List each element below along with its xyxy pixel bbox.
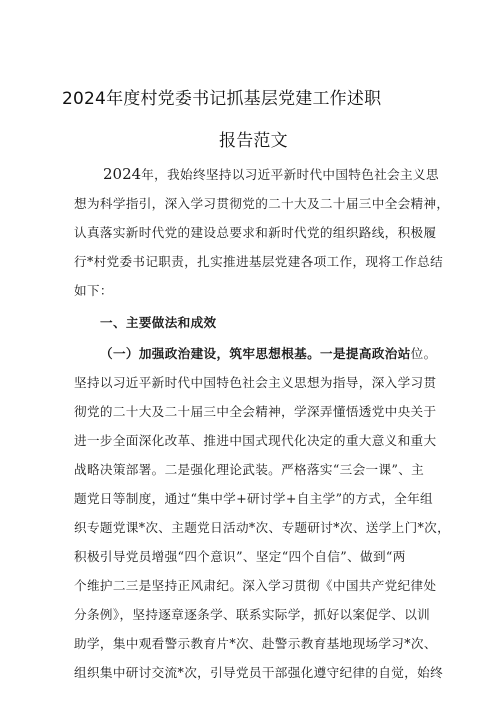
body-line: 积极引导党员增强“四个意识”、坚定“四个自信”、做到“两 bbox=[74, 549, 406, 564]
body-line: 彻党的二十大及二十届三中全会精神，学深弄懂悟透党中央关于 bbox=[74, 404, 437, 419]
section-heading-1: 一、主要做法和成效 bbox=[100, 315, 217, 330]
subsection-heading-1 bbox=[100, 343, 437, 362]
body-line: 坚持以习近平新时代中国特色社会主义思想为指导，深入学习贯 bbox=[74, 375, 437, 390]
body-line: 助学，集中观看警示教育片*次、赴警示教育基地现场学习*次、 bbox=[74, 636, 437, 651]
intro-line-5: 如下： bbox=[74, 283, 113, 298]
body-line: 进一步全面深化改革、推进中国式现代化决定的重大意义和重大 bbox=[74, 433, 437, 448]
intro-line-2: 想为科学指引，深入学习贯彻党的二十大及二十届三中全会精神， bbox=[74, 196, 450, 211]
subsection-heading-rest: 位。 bbox=[410, 346, 437, 361]
body-line: 个维护二三是坚持正风肃纪。深入学习贯彻《中国共产党纪律处 bbox=[74, 578, 437, 593]
body-line: 织专题党课*次、主题党日活动*次、专题研讨*次、送学上门*次， bbox=[74, 520, 451, 535]
intro-line-1 bbox=[103, 164, 439, 183]
body-line: 分条例》，坚持逐章逐条学、联系实际学，抓好以案促学、以训 bbox=[74, 607, 431, 622]
body-line: 组织集中研讨交流*次，引导党员干部强化遵守纪律的自觉，始终 bbox=[74, 665, 444, 680]
intro-line-3: 认真落实新时代党的建设总要求和新时代党的组织路线，积极履 bbox=[74, 225, 437, 240]
document-title-line-1: 2024年度村党委书记抓基层党建工作述职 bbox=[62, 89, 382, 109]
intro-year: 2024 bbox=[103, 165, 142, 183]
body-line: 战略决策部署。二是强化理论武装。严格落实“三会一课”、主 bbox=[74, 462, 425, 477]
intro-line-4: 行*村党委书记职责，扎实推进基层党建各项工作，现将工作总结 bbox=[74, 254, 444, 269]
subsection-heading-bold: （一）加强政治建设，筑牢思想根基。一是提高政治站 bbox=[100, 346, 411, 361]
body-line: 题党日等制度，通过“集中学+研讨学+自主学”的方式，全年组 bbox=[74, 491, 433, 506]
intro-line-1-text: 年，我始终坚持以习近平新时代中国特色社会主义思 bbox=[141, 167, 439, 182]
document-title-line-2: 报告范文 bbox=[219, 131, 288, 151]
